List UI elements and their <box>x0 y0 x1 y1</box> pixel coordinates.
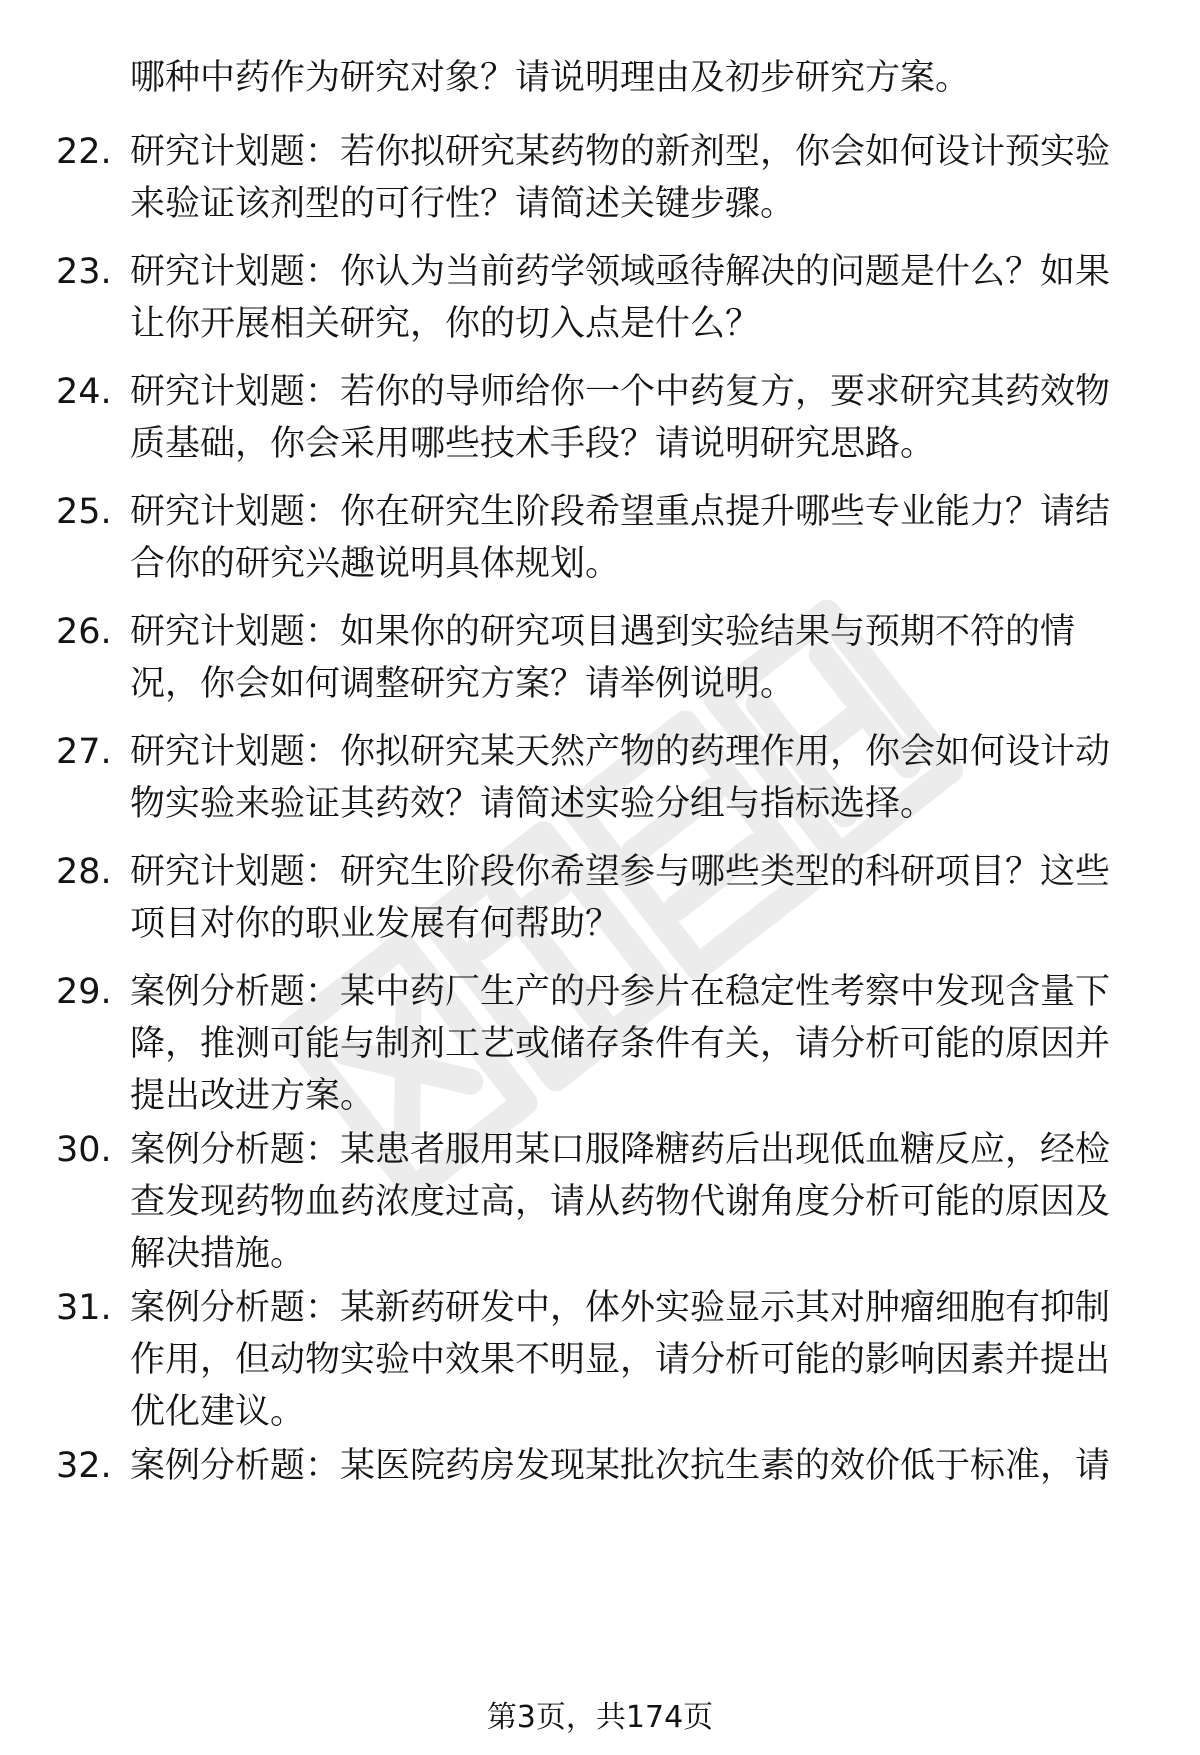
question-text-line: 降，推测可能与制剂工艺或储存条件有关，请分析可能的原因并 <box>130 1024 1111 1064</box>
question-text-line: 查发现药物血药浓度过高，请从药物代谢角度分析可能的原因及 <box>130 1182 1111 1222</box>
question-text-line: 案例分析题：某患者服用某口服降糖药后出现低血糖反应，经检 <box>130 1130 1111 1170</box>
question-text-line: 案例分析题：某新药研发中，体外实验显示其对肿瘤细胞有抑制 <box>130 1288 1111 1328</box>
question-text-line: 让你开展相关研究，你的切入点是什么？ <box>130 304 761 344</box>
question-text-line: 研究计划题：如果你的研究项目遇到实验结果与预期不符的情 <box>130 612 1076 652</box>
question-number: 26. <box>56 612 112 652</box>
question-text-line: 作用，但动物实验中效果不明显，请分析可能的影响因素并提出 <box>130 1340 1111 1380</box>
question-number: 24. <box>56 372 112 412</box>
question-text-line: 研究计划题：研究生阶段你希望参与哪些类型的科研项目？这些 <box>130 852 1111 892</box>
question-text-line: 案例分析题：某医院药房发现某批次抗生素的效价低于标准，请 <box>130 1446 1111 1486</box>
question-number: 27. <box>56 732 112 772</box>
question-text-line: 案例分析题：某中药厂生产的丹参片在稳定性考察中发现含量下 <box>130 972 1111 1012</box>
question-number: 22. <box>56 132 112 172</box>
question-text-line: 解决措施。 <box>130 1234 306 1274</box>
question-number: 23. <box>56 252 112 292</box>
question-text-line: 优化建议。 <box>130 1392 306 1432</box>
question-text-line: 研究计划题：你在研究生阶段希望重点提升哪些专业能力？请结 <box>130 492 1111 532</box>
question-text-line: 研究计划题：若你的导师给你一个中药复方，要求研究其药效物 <box>130 372 1111 412</box>
page-footer: 第3页，共174页 <box>486 1700 714 1735</box>
intro-line: 哪种中药作为研究对象？请说明理由及初步研究方案。 <box>130 58 971 98</box>
question-text-line: 物实验来验证其药效？请简述实验分组与指标选择。 <box>130 784 936 824</box>
question-text-line: 质基础，你会采用哪些技术手段？请说明研究思路。 <box>130 424 936 464</box>
question-number: 25. <box>56 492 112 532</box>
question-number: 28. <box>56 852 112 892</box>
question-number: 32. <box>56 1446 112 1486</box>
question-text-line: 研究计划题：你认为当前药学领域亟待解决的问题是什么？如果 <box>130 252 1111 292</box>
question-text-line: 提出改进方案。 <box>130 1076 376 1116</box>
question-text-line: 合你的研究兴趣说明具体规划。 <box>130 544 621 584</box>
question-text-line: 研究计划题：若你拟研究某药物的新剂型，你会如何设计预实验 <box>130 132 1111 172</box>
question-text-line: 况，你会如何调整研究方案？请举例说明。 <box>130 664 796 704</box>
question-text-line: 来验证该剂型的可行性？请简述关键步骤。 <box>130 184 796 224</box>
question-number: 30. <box>56 1130 112 1170</box>
question-text-line: 研究计划题：你拟研究某天然产物的药理作用，你会如何设计动 <box>130 732 1111 772</box>
question-number: 31. <box>56 1288 112 1328</box>
question-number: 29. <box>56 972 112 1012</box>
question-text-line: 项目对你的职业发展有何帮助？ <box>130 904 621 944</box>
